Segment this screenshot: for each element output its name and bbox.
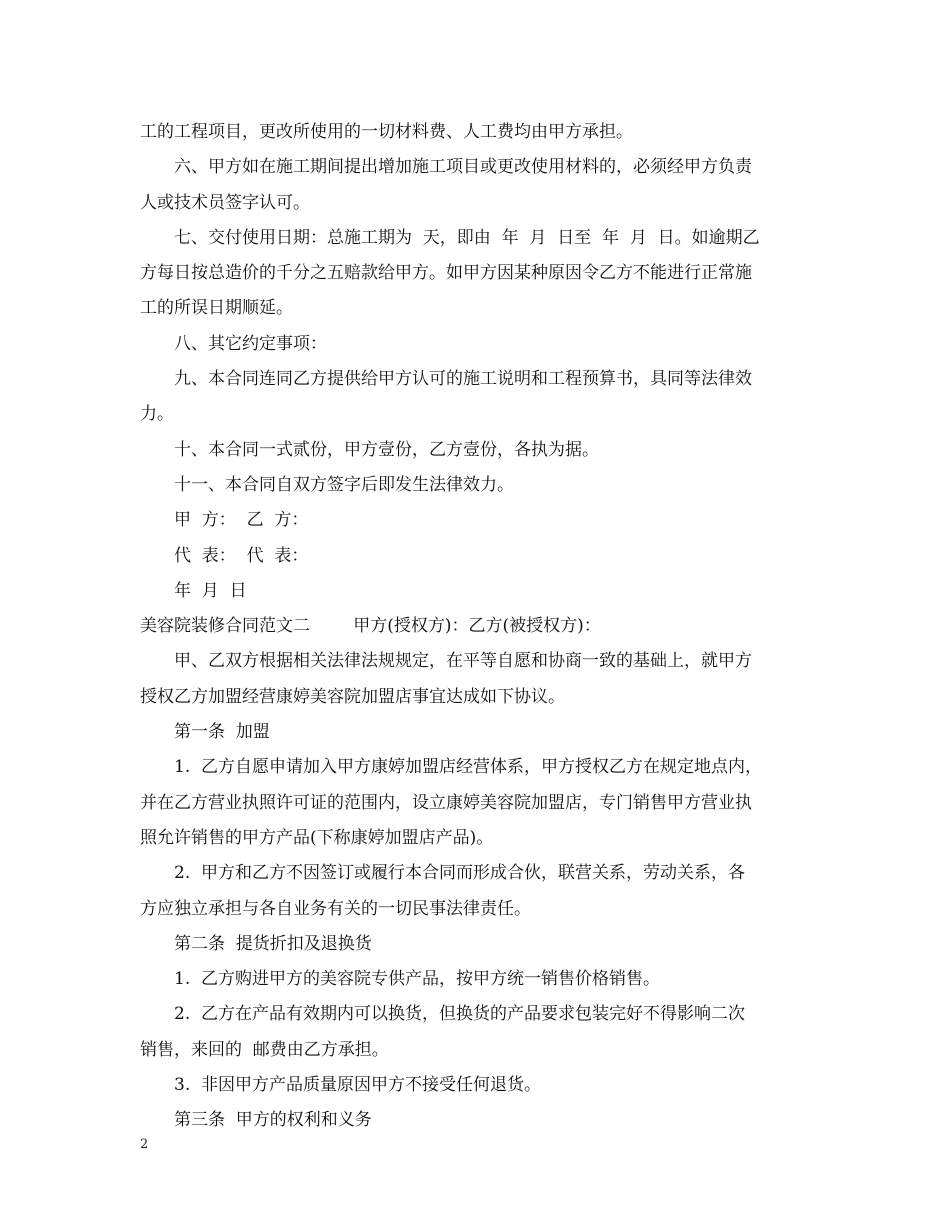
text-line: 2. 甲方和乙方不因签订或履行本合同而形成合伙，联营关系，劳动关系，各 xyxy=(174,863,746,884)
text-line: 十、本合同一式贰份，甲方壹份，乙方壹份，各执为据。 xyxy=(174,439,599,460)
page-number: 2 xyxy=(140,1137,149,1152)
text-line: 七、交付使用日期：总施工期为 天，即由 年 月 日至 年 月 日。如逾期乙 xyxy=(174,227,760,248)
text-line: 销售，来回的 邮费由乙方承担。 xyxy=(140,1039,389,1060)
signature-representative-line: 代 表： 代 表： xyxy=(174,545,309,566)
text-line: 授权乙方加盟经营康婷美容院加盟店事宜达成如下协议。 xyxy=(140,686,565,707)
text-line: 甲、乙双方根据相关法律法规规定，在平等自愿和协商一致的基础上，就甲方 xyxy=(174,651,752,672)
text-line: 八、其它约定事项： xyxy=(174,333,327,354)
text-line: 1. 乙方自愿申请加入甲方康婷加盟店经营体系，甲方授权乙方在规定地点内， xyxy=(174,757,763,778)
text-line: 六、甲方如在施工期间提出增加施工项目或更改使用材料的，必须经甲方负责 xyxy=(174,157,752,178)
article-heading: 第一条 加盟 xyxy=(174,722,270,743)
signature-party-line: 甲 方： 乙 方： xyxy=(174,510,309,531)
text-line: 工的所误日期顺延。 xyxy=(140,298,293,319)
text-line: 照允许销售的甲方产品(下称康婷加盟店产品)。 xyxy=(140,827,494,848)
text-line: 并在乙方营业执照许可证的范围内，设立康婷美容院加盟店，专门销售甲方营业执 xyxy=(140,792,752,813)
text-line: 3. 非因甲方产品质量原因甲方不接受任何退货。 xyxy=(174,1075,542,1096)
text-line: 2. 乙方在产品有效期内可以换货，但换货的产品要求包装完好不得影响二次 xyxy=(174,1004,746,1025)
section-heading: 美容院装修合同范文二 甲方(授权方)：乙方(被授权方)： xyxy=(140,616,601,637)
text-line: 人或技术员签字认可。 xyxy=(140,192,310,213)
text-line: 1. 乙方购进甲方的美容院专供产品，按甲方统一销售价格销售。 xyxy=(174,969,661,990)
text-line: 九、本合同连同乙方提供给甲方认可的施工说明和工程预算书，具同等法律效 xyxy=(174,369,752,390)
text-line: 力。 xyxy=(140,404,174,425)
article-heading: 第三条 甲方的权利和义务 xyxy=(174,1110,372,1131)
text-line: 方每日按总造价的千分之五赔款给甲方。如甲方因某种原因令乙方不能进行正常施 xyxy=(140,263,752,284)
text-line: 方应独立承担与各自业务有关的一切民事法律责任。 xyxy=(140,898,531,919)
document-body xyxy=(140,115,820,1139)
text-line: 工的工程项目，更改所使用的一切材料费、人工费均由甲方承担。 xyxy=(140,122,633,142)
text-line: 十一、本合同自双方签字后即发生法律效力。 xyxy=(174,474,514,495)
signature-date-line: 年 月 日 xyxy=(174,580,247,601)
article-heading: 第二条 提货折扣及退换货 xyxy=(174,933,372,954)
